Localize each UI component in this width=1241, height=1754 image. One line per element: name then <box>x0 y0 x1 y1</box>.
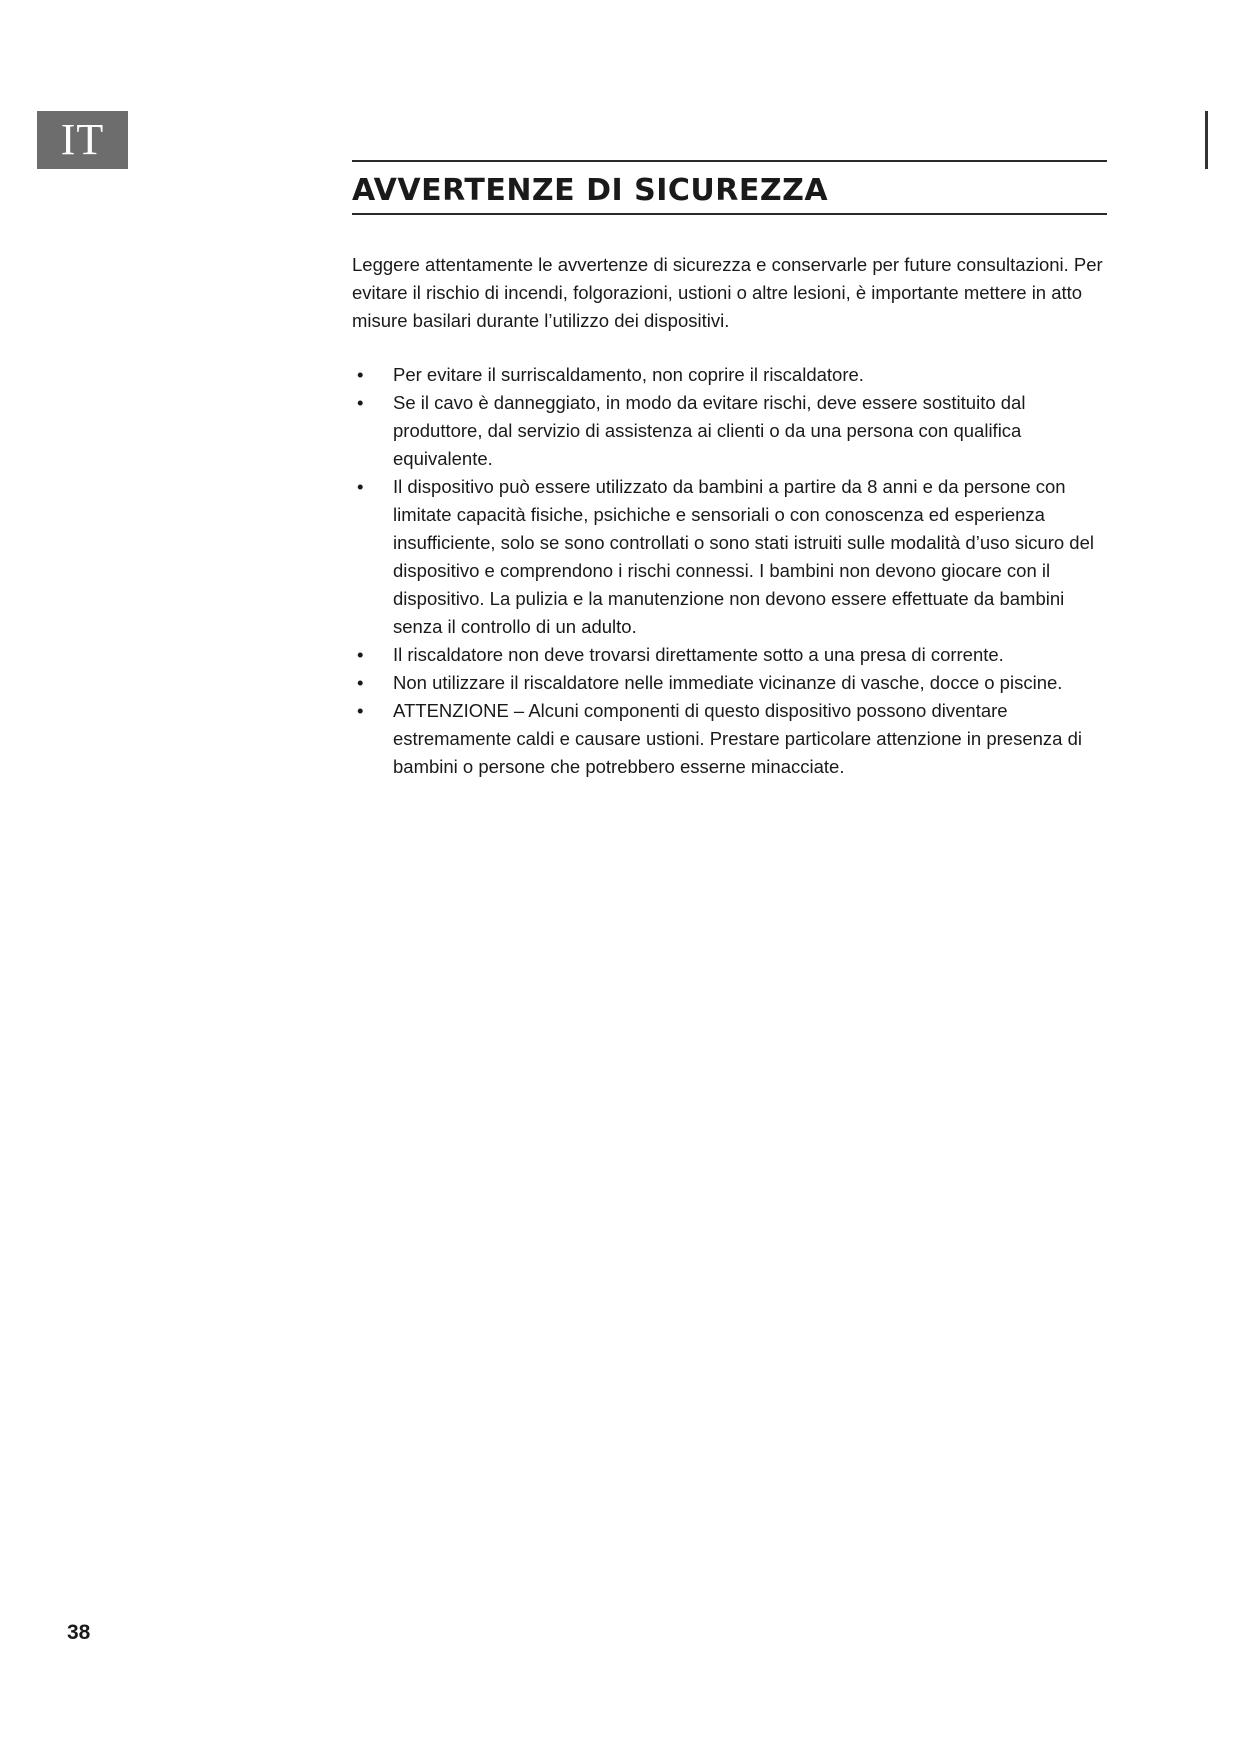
title-rule-top <box>352 160 1107 162</box>
list-item: • Non utilizzare il riscaldatore nelle immediate vicinanze di vasche, docce o piscine. <box>352 669 1114 697</box>
page-edge-marker <box>1205 111 1208 169</box>
list-item: • Se il cavo è danneggiato, in modo da evitare rischi, deve essere sostituito dal produttore, dal servizio di assistenza ai clienti o da una persona con qualifica equivalente. <box>352 389 1114 473</box>
page-title: AVVERTENZE DI SICUREZZA <box>352 173 829 208</box>
list-item: • ATTENZIONE – Alcuni componenti di questo dispositivo possono diventare estremamente caldi e causare ustioni. Prestare particolare attenzione in presenza di bambini o persone che potrebbero esserne minacciate. <box>352 697 1114 781</box>
page-number: 38 <box>67 1621 91 1644</box>
language-tab: IT <box>37 111 128 169</box>
list-item: • Il riscaldatore non deve trovarsi direttamente sotto a una presa di corrente. <box>352 641 1114 669</box>
list-item: • Per evitare il surriscaldamento, non coprire il riscaldatore. <box>352 361 1114 389</box>
list-item: • Il dispositivo può essere utilizzato da bambini a partire da 8 anni e da persone con limitate capacità fisiche, psichiche e sensoriali o con conoscenza ed esperienza insufficiente, solo se sono controllati o sono stati istruiti sulle modalità d’uso sicuro del dispositivo e comprendono i rischi connessi. I bambini non devono giocare con il dispositivo. La pulizia e la manutenzione non devono essere effettuate da bambini senza il controllo di un adulto. <box>352 473 1114 641</box>
intro-paragraph: Leggere attentamente le avvertenze di sicurezza e conservarle per future consultazioni. Per evitare il rischio di incendi, folgorazioni, ustioni o altre lesioni, è importante mettere in atto misure basilari durante l’utilizzo dei dispositivi. <box>352 254 1103 331</box>
title-rule-bottom <box>352 213 1107 215</box>
safety-warning-list <box>352 361 1114 781</box>
